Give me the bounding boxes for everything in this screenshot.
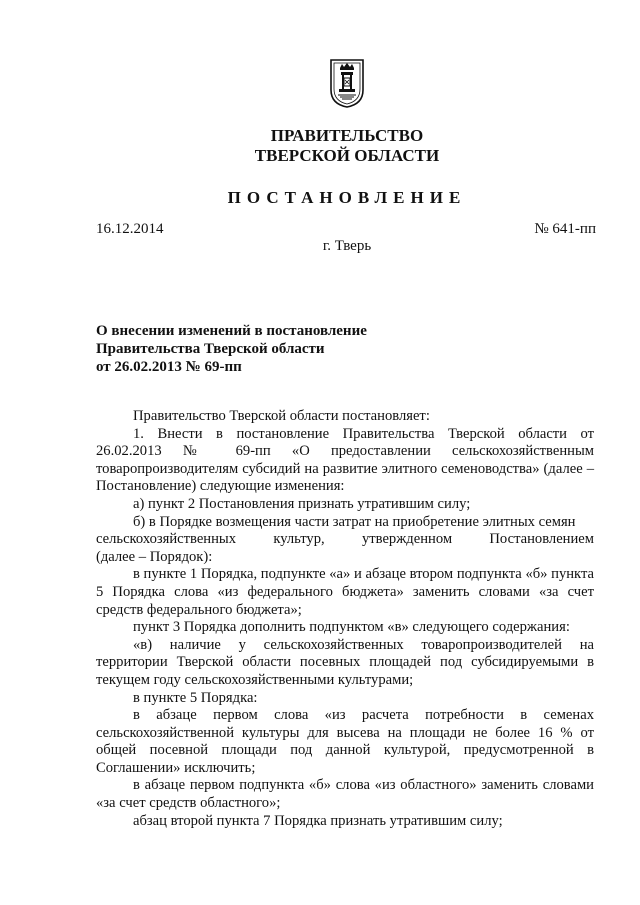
- body-spread-line: [96, 531, 594, 549]
- body-word: утвержденном: [361, 531, 453, 548]
- body-paragraph: 1. Внести в постановление Правительства Тверской области от 26.02.2013 № 69-пп «О предоставлении сельскохозяйственным товаропроизводителям субсидий на развитие элитного семеноводства» (далее – Постановление) следующие изменения:: [96, 425, 594, 495]
- document-type-heading: ПОСТАНОВЛЕНИЕ: [227, 188, 467, 207]
- body-word: культур,: [273, 531, 325, 548]
- body-paragraph: б) в Порядке возмещения части затрат на приобретение элитных семян: [133, 513, 576, 530]
- body-paragraph: в абзаце первом слова «из расчета потребности в семенах сельскохозяйственной культуры для высева на площади не более 16 % от общей посевной площади под данной культурой, предусмотренной в Соглашении» исключить;: [96, 707, 594, 776]
- body-word: сельскохозяйственных: [96, 531, 237, 548]
- body-paragraph: в абзаце первом подпункта «б» слова «из областного» заменить словами «за счет средств областного»;: [96, 777, 594, 812]
- body-paragraph: абзац второй пункта 7 Порядка признать утратившим силу;: [133, 812, 503, 829]
- body-paragraph: Правительство Тверской области постановляет:: [133, 408, 430, 424]
- subject-line: О внесении изменений в постановление: [96, 323, 367, 339]
- body-line: (далее – Порядок):: [96, 548, 213, 565]
- body-paragraph: в пункте 5 Порядка:: [133, 689, 258, 706]
- document-subject: [96, 322, 367, 376]
- body-paragraph: в пункте 1 Порядка, подпункте «а» и абзаце втором подпункта «б» пункта 5 Порядка слова «из федерального бюджета» заменить словами «за счет средств федерального бюджета»;: [96, 566, 594, 618]
- body-word: Постановлением: [489, 531, 594, 548]
- body-paragraph: пункт 3 Порядка дополнить подпунктом «в» следующего содержания:: [133, 619, 570, 636]
- government-title-line2: ТВЕРСКОЙ ОБЛАСТИ: [254, 146, 440, 165]
- body-paragraph: а) пункт 2 Постановления признать утратившим силу;: [133, 495, 471, 512]
- coat-of-arms-icon: [329, 58, 365, 108]
- subject-line: Правительства Тверской области: [96, 341, 325, 357]
- subject-line: от 26.02.2013 № 69-пп: [96, 359, 242, 375]
- document-city: г. Тверь: [322, 238, 372, 254]
- government-title-line1: ПРАВИТЕЛЬСТВО: [270, 126, 424, 145]
- document-body: [96, 408, 594, 830]
- document-date: 16.12.2014: [96, 221, 164, 237]
- body-paragraph: «в) наличие у сельскохозяйственных товаропроизводителей на территории Тверской области посевных площадей под субсидируемыми в текущем году сельскохозяйственными культурами;: [96, 636, 594, 688]
- document-number: № 641-пп: [534, 221, 596, 237]
